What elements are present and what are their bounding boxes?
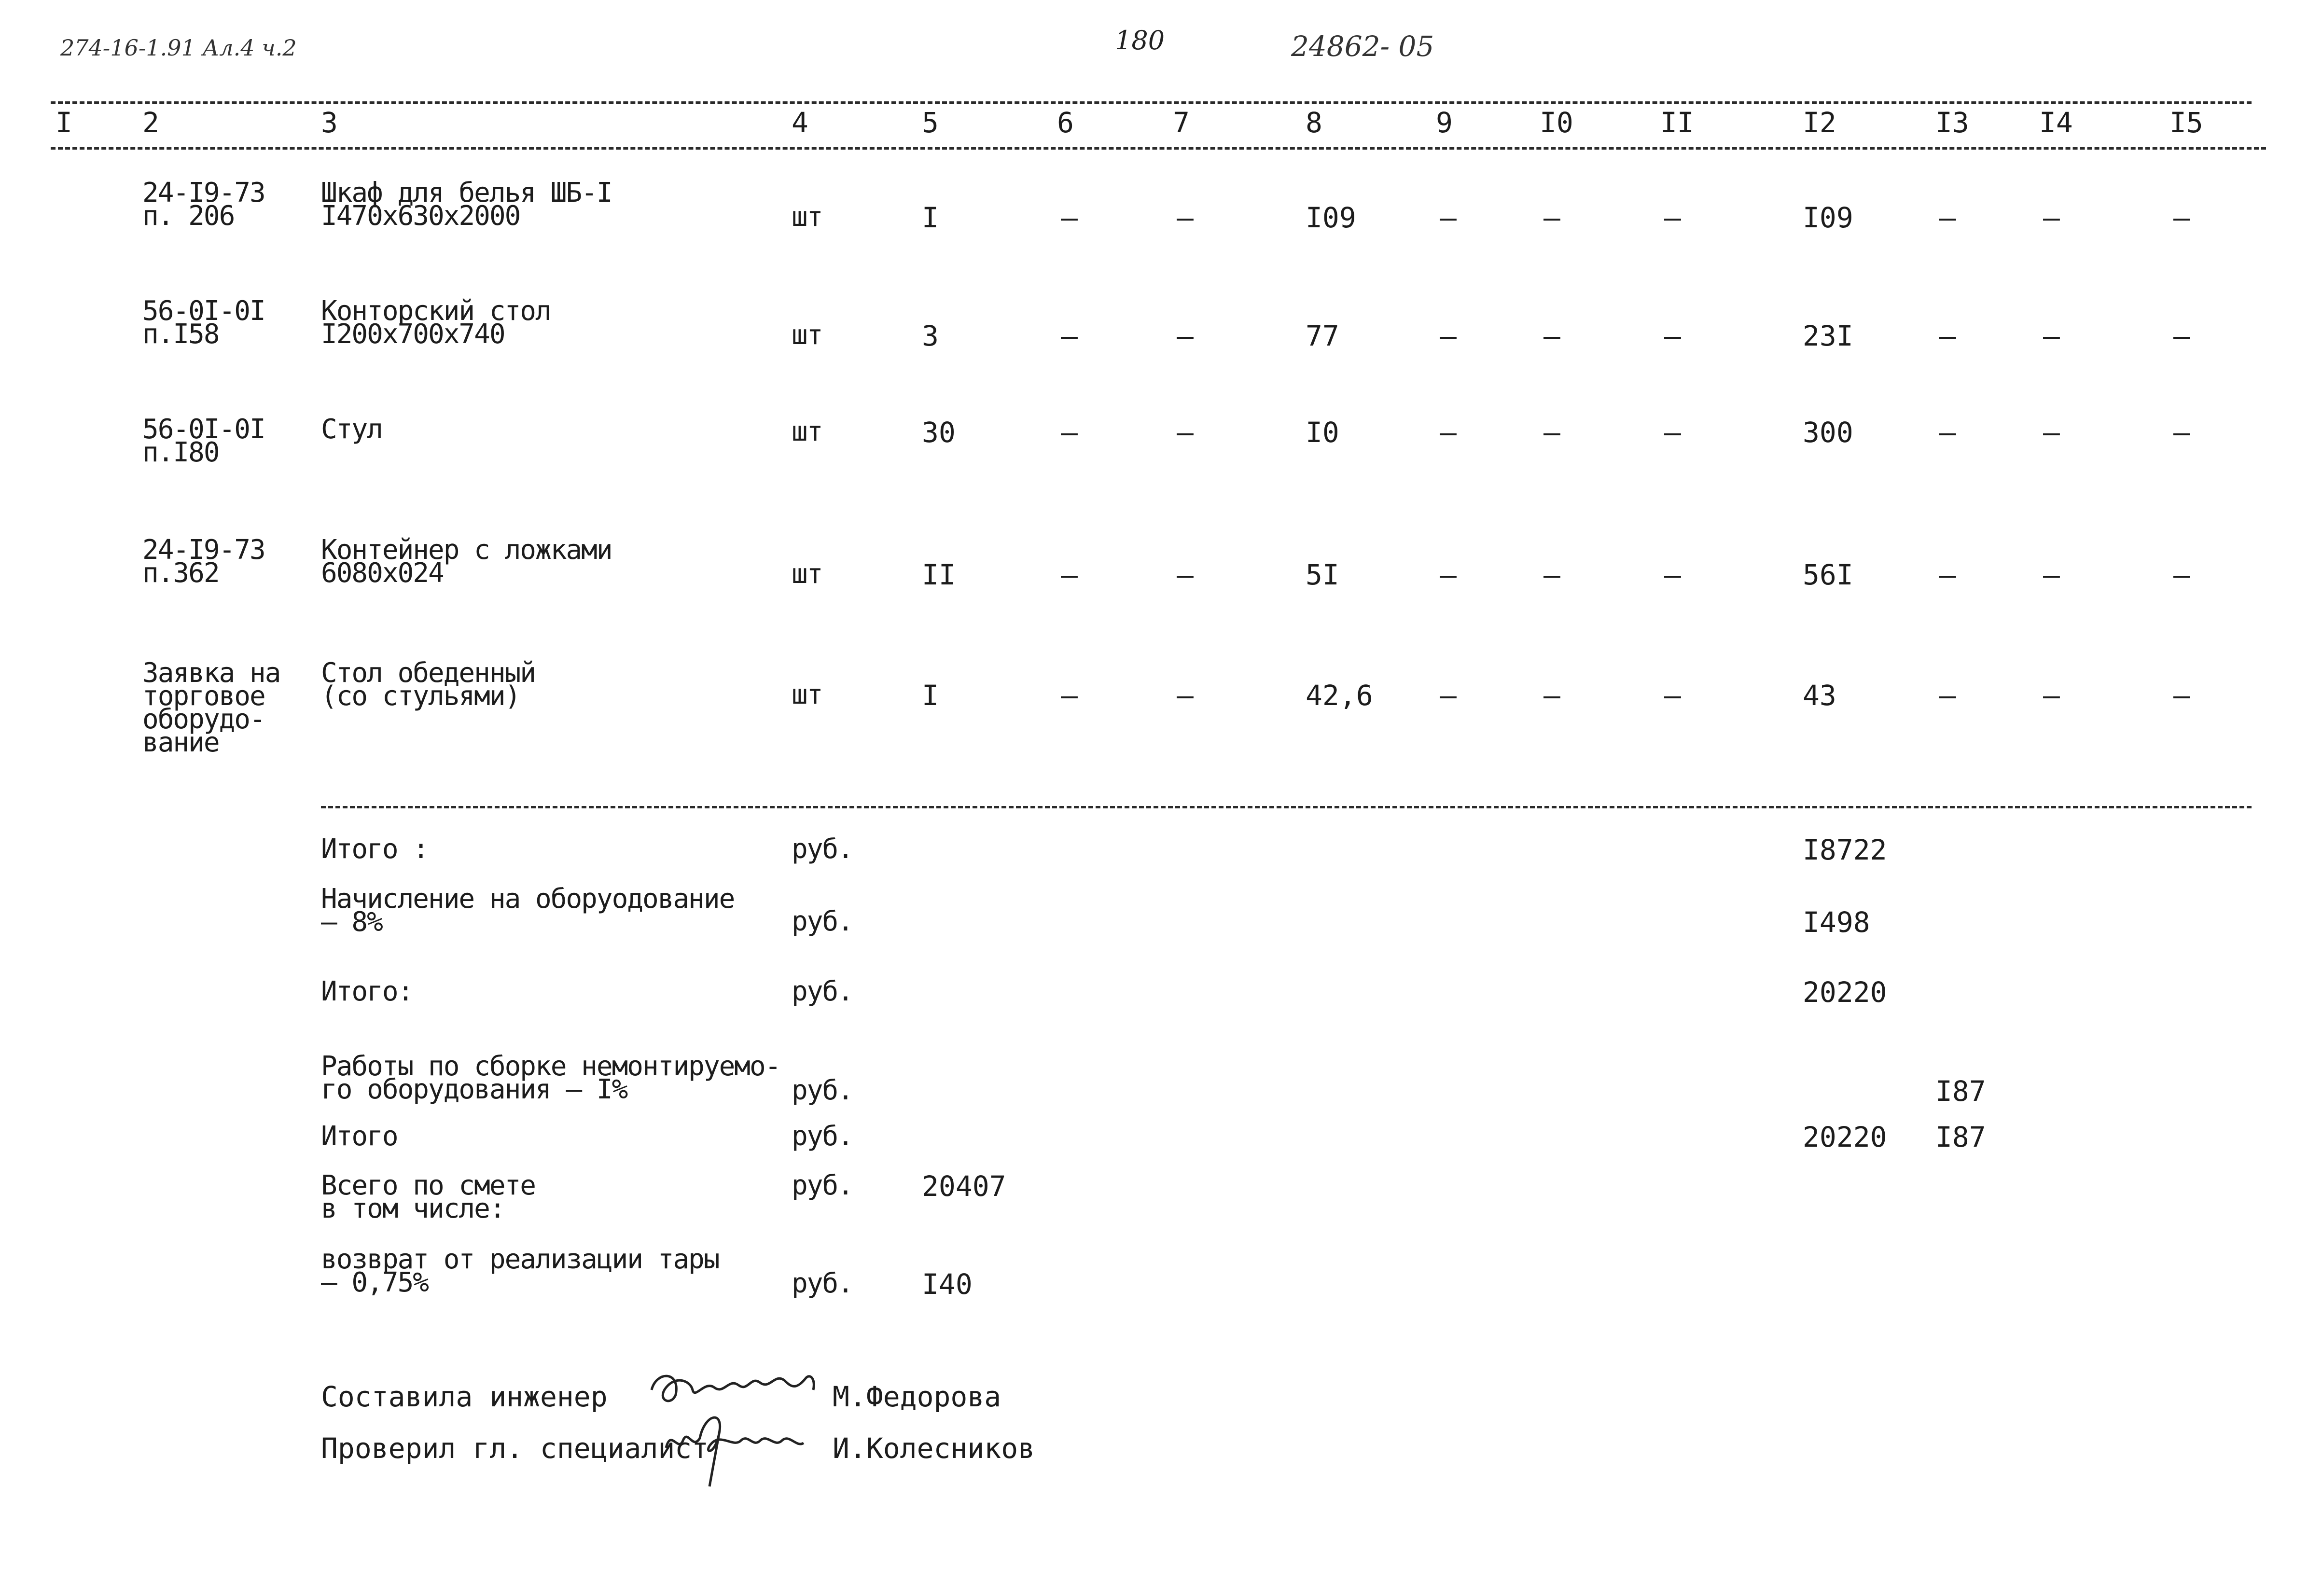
row-reference-line: вание (142, 727, 219, 758)
empty-cell-mark: – (1061, 558, 1078, 591)
row-reference-line: 24-I9-73 (142, 534, 265, 566)
column-header-15: I5 (2169, 106, 2203, 139)
column-header-1: I (56, 106, 72, 139)
row-item-name-line: (со стульями) (321, 680, 520, 712)
row-reference-line: Заявка на (142, 657, 280, 689)
summary-unit: руб. (792, 1268, 853, 1299)
summary-unit: руб. (792, 833, 853, 865)
summary-col5-value: I40 (922, 1268, 973, 1301)
empty-cell-mark: – (1543, 558, 1560, 591)
empty-cell-mark: – (2173, 558, 2190, 591)
summary-total-value: 20220 (1803, 1121, 1887, 1153)
summary-label-line: го оборудования – I% (321, 1074, 627, 1105)
row-unit: шт (792, 679, 822, 710)
empty-cell-mark: – (1440, 558, 1457, 591)
empty-cell-mark: – (2043, 319, 2060, 352)
row-reference-line: п.I58 (142, 319, 219, 350)
empty-cell-mark: – (1061, 319, 1078, 352)
summary-label-line: Итого : (321, 833, 429, 865)
empty-cell-mark: – (1440, 201, 1457, 234)
header-top-rule (51, 101, 2252, 104)
empty-cell-mark: – (2173, 679, 2190, 712)
row-reference-line: п.362 (142, 557, 219, 589)
empty-cell-mark: – (1543, 319, 1560, 352)
row-unit-price: 77 (1306, 319, 1339, 352)
summary-col13-value: I87 (1935, 1075, 1986, 1108)
empty-cell-mark: – (1543, 416, 1560, 449)
empty-cell-mark: – (1177, 679, 1194, 712)
empty-cell-mark: – (1664, 416, 1681, 449)
signature-scribble-checker (656, 1395, 820, 1491)
column-header-7: 7 (1173, 106, 1190, 139)
summary-total-value: I498 (1803, 906, 1870, 939)
summary-label-line: в том числе: (321, 1193, 505, 1224)
empty-cell-mark: – (1440, 416, 1457, 449)
summary-label-line: Итого (321, 1121, 398, 1152)
empty-cell-mark: – (1440, 319, 1457, 352)
empty-cell-mark: – (1939, 319, 1956, 352)
column-header-4: 4 (792, 106, 808, 139)
empty-cell-mark: – (2043, 201, 2060, 234)
empty-cell-mark: – (2173, 201, 2190, 234)
empty-cell-mark: – (1664, 201, 1681, 234)
row-total: 300 (1803, 416, 1853, 449)
summary-col5-value: 20407 (922, 1170, 1006, 1203)
row-quantity: 30 (922, 416, 956, 449)
column-header-5: 5 (922, 106, 939, 139)
row-reference-line: торговое (142, 680, 265, 712)
summary-label-line: – 0,75% (321, 1267, 429, 1298)
summary-unit: руб. (792, 1075, 853, 1106)
document-code: 274-16-1.91 Ал.4 ч.2 (60, 35, 297, 61)
row-quantity: 3 (922, 319, 939, 352)
empty-cell-mark: – (1177, 558, 1194, 591)
summary-unit: руб. (792, 976, 853, 1007)
row-unit-price: I0 (1306, 416, 1339, 449)
row-item-name-line: Стул (321, 414, 382, 445)
row-total: 23I (1803, 319, 1853, 352)
summary-label-line: Работы по сборке немонтируемо- (321, 1051, 780, 1082)
summary-label-line: Итого: (321, 976, 413, 1007)
empty-cell-mark: – (1177, 416, 1194, 449)
row-unit: шт (792, 201, 822, 233)
empty-cell-mark: – (2043, 679, 2060, 712)
summary-label-line: Всего по смете (321, 1170, 536, 1201)
row-reference-line: п. 206 (142, 200, 235, 232)
empty-cell-mark: – (2043, 416, 2060, 449)
summary-unit: руб. (792, 1121, 853, 1152)
row-reference-line: п.I80 (142, 437, 219, 468)
row-total: 43 (1803, 679, 1836, 712)
row-unit-price: 5I (1306, 558, 1339, 591)
column-header-8: 8 (1306, 106, 1322, 139)
row-reference-line: 24-I9-73 (142, 177, 265, 208)
empty-cell-mark: – (1543, 201, 1560, 234)
empty-cell-mark: – (1061, 679, 1078, 712)
row-item-name-line: Стол обеденный (321, 657, 536, 689)
empty-cell-mark: – (1440, 679, 1457, 712)
row-item-name-line: Шкаф для белья ШБ-I (321, 177, 612, 208)
row-reference-line: оборудо- (142, 704, 265, 735)
stamp-number: 24862- 05 (1291, 30, 1434, 63)
empty-cell-mark: – (1664, 679, 1681, 712)
column-header-14: I4 (2039, 106, 2073, 139)
column-header-2: 2 (142, 106, 159, 139)
column-header-6: 6 (1057, 106, 1074, 139)
summary-total-value: I8722 (1803, 833, 1887, 866)
row-quantity: II (922, 558, 956, 591)
row-unit: шт (792, 319, 822, 351)
empty-cell-mark: – (1939, 558, 1956, 591)
summary-col13-value: I87 (1935, 1121, 1986, 1153)
row-item-name-line: Конторский стол (321, 295, 551, 327)
empty-cell-mark: – (1543, 679, 1560, 712)
summary-unit: руб. (792, 906, 853, 937)
column-header-13: I3 (1935, 106, 1969, 139)
row-unit-price: I09 (1306, 201, 1356, 234)
empty-cell-mark: – (1664, 558, 1681, 591)
empty-cell-mark: – (1939, 679, 1956, 712)
totals-separator-rule (321, 806, 2252, 808)
row-unit-price: 42,6 (1306, 679, 1373, 712)
empty-cell-mark: – (1061, 416, 1078, 449)
row-total: 56I (1803, 558, 1853, 591)
summary-total-value: 20220 (1803, 976, 1887, 1009)
column-header-12: I2 (1803, 106, 1836, 139)
header-bottom-rule (51, 147, 2266, 150)
row-total: I09 (1803, 201, 1853, 234)
row-reference-line: 56-0I-0I (142, 295, 265, 327)
column-header-3: 3 (321, 106, 338, 139)
row-item-name-line: 6080х024 (321, 557, 444, 589)
empty-cell-mark: – (1939, 201, 1956, 234)
column-header-9: 9 (1436, 106, 1453, 139)
summary-label-line: Начисление на оборуодование (321, 883, 735, 915)
summary-label-line: – 8% (321, 906, 382, 938)
row-item-name-line: I470х630х2000 (321, 200, 520, 232)
signature-name-checker: И.Колесников (833, 1432, 1035, 1465)
row-quantity: I (922, 201, 939, 234)
empty-cell-mark: – (1177, 319, 1194, 352)
row-reference-line: 56-0I-0I (142, 414, 265, 445)
page-number: 180 (1115, 25, 1165, 56)
row-item-name-line: Контейнер с ложками (321, 534, 612, 566)
row-unit: шт (792, 416, 822, 447)
empty-cell-mark: – (1177, 201, 1194, 234)
signature-role-compiler: Составила инженер (321, 1380, 608, 1413)
empty-cell-mark: – (1061, 201, 1078, 234)
empty-cell-mark: – (1939, 416, 1956, 449)
summary-unit: руб. (792, 1170, 853, 1201)
signature-role-checker: Проверил гл. специалист (321, 1432, 709, 1465)
summary-label-line: возврат от реализации тары (321, 1244, 719, 1275)
row-item-name-line: I200х700х740 (321, 319, 505, 350)
column-header-10: I0 (1540, 106, 1573, 139)
signature-name-compiler: М.Федорова (833, 1380, 1001, 1413)
empty-cell-mark: – (2173, 319, 2190, 352)
row-quantity: I (922, 679, 939, 712)
empty-cell-mark: – (2043, 558, 2060, 591)
row-unit: шт (792, 558, 822, 590)
empty-cell-mark: – (2173, 416, 2190, 449)
column-header-11: II (1660, 106, 1694, 139)
empty-cell-mark: – (1664, 319, 1681, 352)
